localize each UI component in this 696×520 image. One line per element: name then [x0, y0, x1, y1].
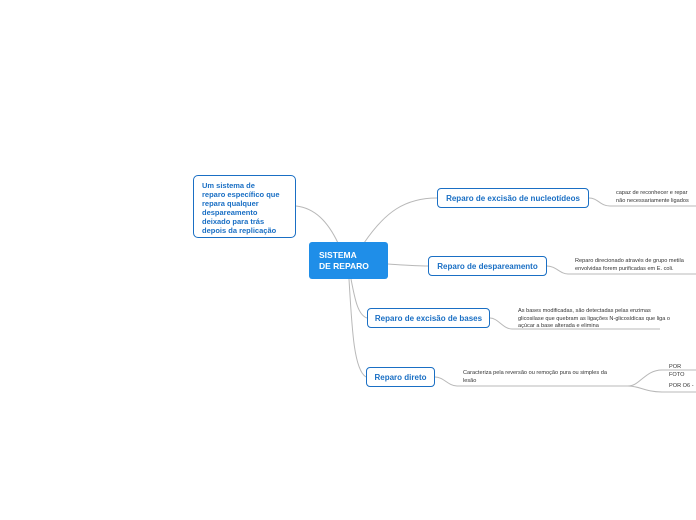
- detail-direct-repair[interactable]: Caracteriza pela reversão ou remoção pura ou simples da lesão: [463, 370, 607, 384]
- note-topic[interactable]: Um sistema de reparo específico que repara qualquer despareamento deixado para trás depois da replicação: [193, 175, 296, 238]
- branch-direct-repair[interactable]: Reparo direto: [366, 367, 435, 387]
- detail-nucleotide-excision[interactable]: capaz de reconhecer e repar não necessariamente ligados: [616, 190, 689, 204]
- connector-root-b2: [351, 279, 367, 318]
- connector-root-b1: [388, 264, 428, 266]
- central-topic[interactable]: SISTEMA DE REPARO: [309, 242, 388, 279]
- subdetail-o6[interactable]: POR O6 -: [669, 383, 694, 389]
- branch-nucleotide-excision[interactable]: Reparo de excisão de nucleotídeos: [437, 188, 589, 208]
- branch-mismatch-repair[interactable]: Reparo de despareamento: [428, 256, 547, 276]
- connector-root-b3: [349, 279, 366, 377]
- detail-mismatch-repair[interactable]: Reparo direcionado através de grupo metila envolvidas forem purificadas em E. coli.: [575, 258, 684, 272]
- detail-base-excision[interactable]: As bases modificadas, são detectadas pelas enzimas glicosilase que quebram as ligações N-glicosídicas que liga o açúcar a base alterada e elimina: [518, 308, 671, 330]
- connector-root-note: [296, 206, 338, 243]
- subdetail-photo[interactable]: POR FOTO: [669, 364, 685, 378]
- connector-root-b0: [364, 198, 437, 243]
- branch-base-excision[interactable]: Reparo de excisão de bases: [367, 308, 490, 328]
